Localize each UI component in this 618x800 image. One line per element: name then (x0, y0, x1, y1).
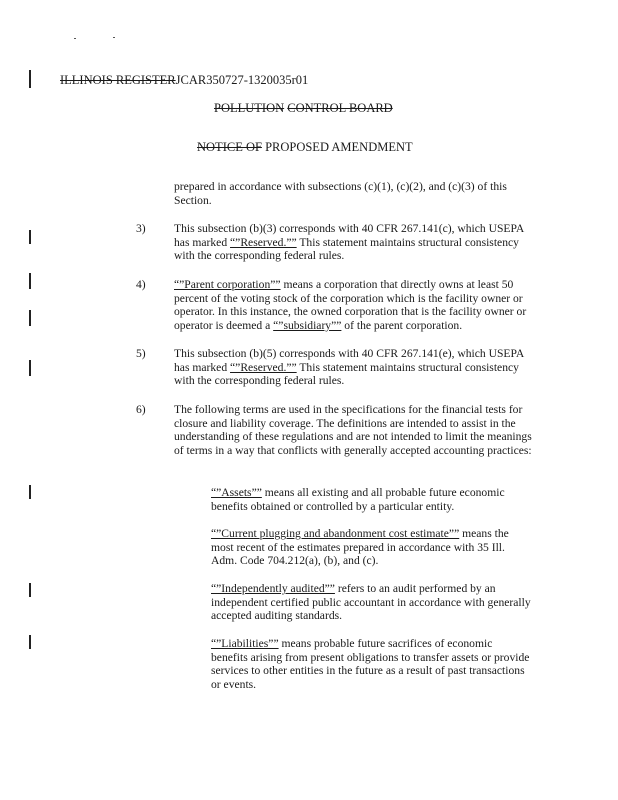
change-bar (29, 360, 31, 376)
board-struck: POLLUTION (214, 101, 285, 115)
change-bar (29, 230, 31, 244)
item-5-text: This subsection (b)(5) corresponds with 40 CFR 267.141(e), which USEPA has marked “”Reserved.”” This statement maintains structural consistency with the corresponding federal rules. (174, 347, 524, 388)
defined-term: “”Liabilities”” (211, 637, 279, 650)
board-header (214, 101, 393, 116)
change-bar (29, 310, 31, 326)
scan-speck (113, 37, 115, 38)
inserted-quote: “”Reserved.”” (230, 360, 297, 374)
inserted-quote: “”Parent corporation”” (174, 278, 281, 291)
scan-speck (74, 38, 76, 39)
item-number: 5) (136, 347, 146, 360)
item-number: 4) (136, 278, 146, 291)
definition-assets: “”Assets”” means all existing and all probable future economic benefits obtained or controlled by a particular entity. (211, 486, 505, 513)
register-id: JCAR350727-1320035r01 (175, 73, 309, 87)
change-bar (29, 70, 31, 88)
item-number: 6) (136, 403, 146, 416)
defined-term: “”Assets”” (211, 486, 262, 499)
definition-independently-audited: “”Independently audited”” refers to an audit performed by an independent certified public accountant in accordance with generally accepted auditing standards. (211, 582, 531, 623)
change-bar (29, 485, 31, 499)
change-bar (29, 273, 31, 289)
definition-cost-estimate: “”Current plugging and abandonment cost estimate”” means the most recent of the estimates prepared in accordance with 35 Ill. Adm. Code 704.212(a), (b), and (c). (211, 527, 509, 568)
notice-struck: NOTICE OF (197, 140, 262, 154)
change-bar (29, 583, 31, 597)
item-4-text: “”Parent corporation”” means a corporation that directly owns at least 50 percent of the voting stock of the corporation which is the facility owner or operator. In this instance, the owned corporation that is the facility owner or operator is deemed a “”subsidiary”” of the parent corporation. (174, 278, 527, 332)
notice-header (197, 140, 413, 155)
board-rest: CONTROL BOARD (287, 101, 393, 115)
item-6-text: The following terms are used in the specifications for the financial tests for closure and liability coverage. The definitions are intended to assist in the understanding of these regulations and are not intended to limit the meanings of terms in a way that conflicts with generally accepted accounting practices: (174, 403, 532, 457)
defined-term: “”Current plugging and abandonment cost estimate”” (211, 527, 460, 540)
notice-rest: PROPOSED AMENDMENT (265, 140, 413, 154)
inserted-quote: “”Reserved.”” (230, 235, 297, 249)
item-number: 3) (136, 222, 146, 235)
change-bar (29, 635, 31, 649)
register-header (60, 73, 308, 88)
register-struck: ILLINOIS REGISTER (60, 73, 176, 87)
defined-term: “”Independently audited”” (211, 582, 335, 595)
definition-liabilities: “”Liabilities”” means probable future sacrifices of economic benefits arising from present obligations to transfer assets or provide services to other entities in the future as a result of past transactions or events. (211, 637, 530, 691)
inserted-quote: “”subsidiary”” (273, 318, 342, 332)
item-3-text: This subsection (b)(3) corresponds with 40 CFR 267.141(c), which USEPA has marked “”Reserved.”” This statement maintains structural consistency with the corresponding federal rules. (174, 222, 524, 263)
continuation-text: prepared in accordance with subsections (c)(1), (c)(2), and (c)(3) of this Section. (174, 180, 507, 207)
